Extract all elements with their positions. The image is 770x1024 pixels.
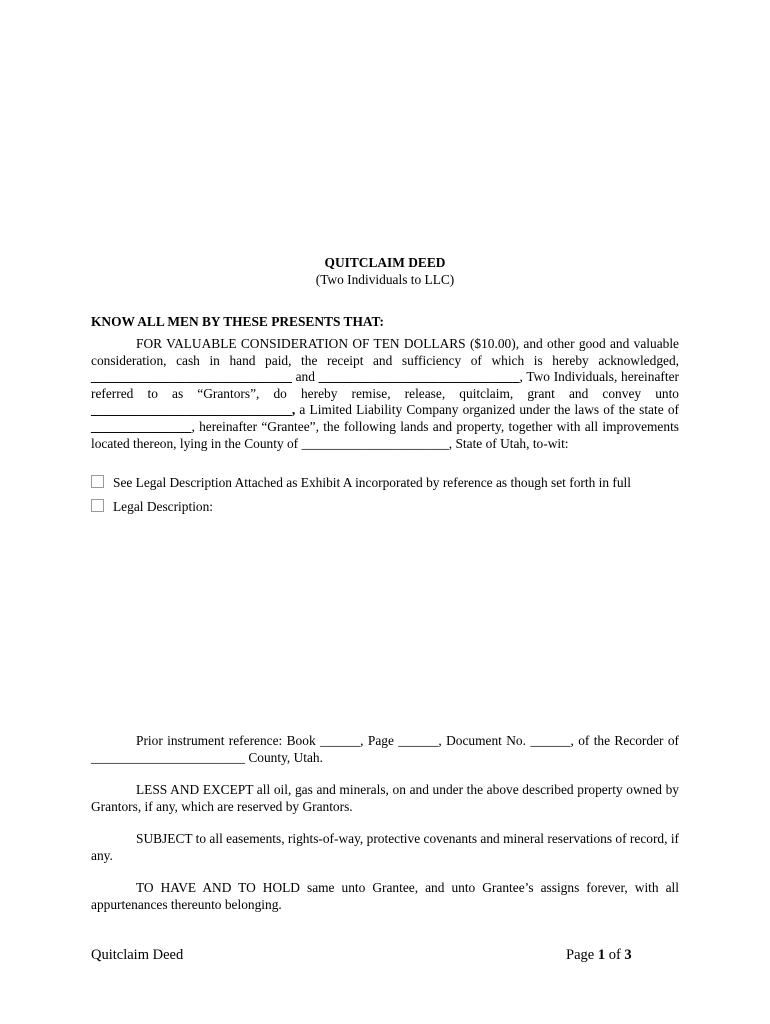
state-blank[interactable]: _______________ — [91, 418, 192, 434]
legal-description-label: Legal Description: — [113, 499, 214, 514]
county-blank[interactable]: ______________________ — [301, 435, 449, 451]
two-individuals-text: , Two Individuals, hereinafter referred to as “Grantors”, do hereby remise, release, quitclaim, grant and convey unto — [91, 369, 679, 401]
consideration-text: FOR VALUABLE CONSIDERATION OF TEN DOLLARS ($10.00), and other good and valuable consideration, cash in hand paid, the receipt and sufficiency of which is hereby acknowledged, — [91, 336, 679, 368]
subject-to-paragraph: SUBJECT to all easements, rights-of-way, protective covenants and mineral reservations of record, if any. — [91, 831, 679, 863]
page-label: Page — [566, 947, 595, 963]
habendum-paragraph: TO HAVE AND TO HOLD same unto Grantee, and unto Grantee’s assigns forever, with all appurtenances thereunto belonging. — [91, 880, 679, 912]
footer-document-title: Quitclaim Deed — [91, 947, 184, 963]
grantee-blank[interactable]: ______________________________, — [91, 402, 296, 418]
prior-instrument-paragraph: Prior instrument reference: Book ______, Page ______, Document No. ______, of the Recorder of _______________________ County, Utah. — [91, 733, 679, 765]
legal-description-checkbox[interactable] — [91, 499, 104, 512]
state-utah-text: , State of Utah, to-wit: — [448, 435, 569, 451]
and-text: and — [295, 369, 315, 385]
intro-heading: KNOW ALL MEN BY THESE PRESENTS THAT: — [91, 314, 384, 329]
consideration-paragraph — [91, 336, 679, 452]
grantor1-blank[interactable]: ______________________________ — [91, 369, 292, 385]
footer-page-number — [566, 947, 632, 964]
deed-title: QUITCLAIM DEED — [324, 255, 446, 270]
page-current: 1 — [597, 947, 606, 963]
deed-subtitle: (Two Individuals to LLC) — [315, 272, 455, 287]
grantor2-blank[interactable]: ______________________________ — [318, 369, 520, 385]
exhibit-a-label: See Legal Description Attached as Exhibit A incorporated by reference as though set forth in full — [113, 475, 631, 490]
page-of: of — [608, 947, 621, 963]
grantee-text: , hereinafter “Grantee”, the following lands and property, together with all improvements located thereon, lying in the County of — [91, 418, 679, 451]
llc-text: a Limited Liability Company organized under the laws of the state of — [295, 402, 679, 418]
less-except-paragraph: LESS AND EXCEPT all oil, gas and minerals, on and under the above described property owned by Grantors, if any, which are reserved by Grantors. — [91, 782, 679, 814]
page-total: 3 — [624, 947, 632, 963]
exhibit-a-checkbox[interactable] — [91, 475, 104, 488]
